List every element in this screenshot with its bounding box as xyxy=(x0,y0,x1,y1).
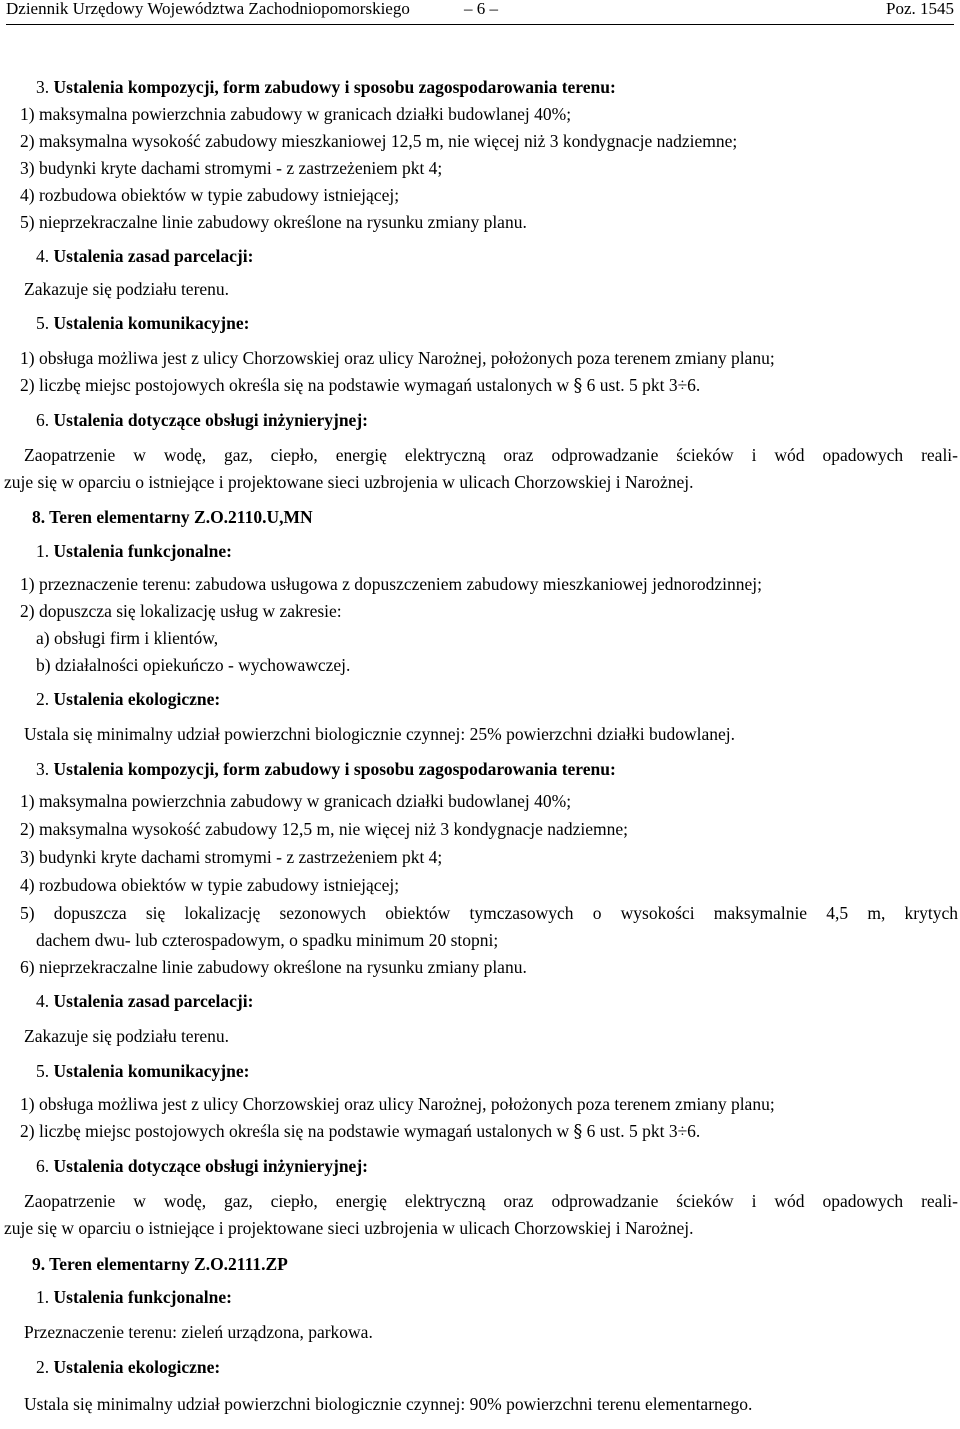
list-item: 1) obsługa możliwa jest z ulicy Chorzowskiej oraz ulicy Narożnej, położonych poza terenem zmiany planu; xyxy=(20,348,775,368)
section-heading: 1. Ustalenia funkcjonalne: xyxy=(36,541,232,561)
section-heading: 4. Ustalenia zasad parcelacji: xyxy=(36,246,254,266)
section-heading: 4. Ustalenia zasad parcelacji: xyxy=(36,991,254,1011)
page-number: – 6 – xyxy=(464,0,498,18)
list-item: 3) budynki kryte dachami stromymi - z zastrzeżeniem pkt 4; xyxy=(20,847,443,867)
position-number: Poz. 1545 xyxy=(886,0,954,18)
list-item: 1) maksymalna powierzchnia zabudowy w granicach działki budowlanej 40%; xyxy=(20,104,572,124)
section-sign: § xyxy=(573,376,583,396)
list-item: 1) maksymalna powierzchnia zabudowy w granicach działki budowlanej 40%; xyxy=(20,791,572,811)
section-heading: 2. Ustalenia ekologiczne: xyxy=(36,689,221,709)
list-subitem: b) działalności opiekuńczo - wychowawczej. xyxy=(36,655,351,675)
list-item: 5) nieprzekraczalne linie zabudowy określone na rysunku zmiany planu. xyxy=(20,212,527,232)
paragraph: Zaopatrzenie w wodę, gaz, ciepło, energię elektryczną oraz odprowadzanie ścieków i wód opadowych reali- xyxy=(24,445,958,465)
section-heading: 5. Ustalenia komunikacyjne: xyxy=(36,1061,250,1081)
list-item: 2) maksymalna wysokość zabudowy mieszkaniowej 12,5 m, nie więcej niż 3 kondygnacje nadziemne; xyxy=(20,131,738,151)
page-header xyxy=(6,0,954,25)
section-heading: 6. Ustalenia dotyczące obsługi inżynieryjnej: xyxy=(36,1156,368,1176)
journal-title: Dziennik Urzędowy Województwa Zachodniopomorskiego xyxy=(6,0,410,18)
list-item: 2) liczbę miejsc postojowych określa się na podstawie wymagań ustalonych w § 6 ust. 5 pkt 3÷6. xyxy=(20,1121,701,1142)
list-item: 2) liczbę miejsc postojowych określa się na podstawie wymagań ustalonych w § 6 ust. 5 pkt 3÷6. xyxy=(20,375,701,396)
section-heading: 1. Ustalenia funkcjonalne: xyxy=(36,1287,232,1307)
list-item-continuation: dachem dwu- lub czterospadowym, o spadku minimum 20 stopni; xyxy=(36,930,499,950)
area-heading: 9. Teren elementarny Z.O.2111.ZP xyxy=(32,1254,288,1274)
paragraph: zuje się w oparciu o istniejące i projektowane sieci uzbrojenia w ulicach Chorzowskiej i Narożnej. xyxy=(4,472,694,492)
list-item: 4) rozbudowa obiektów w typie zabudowy istniejącej; xyxy=(20,185,400,205)
list-item: 4) rozbudowa obiektów w typie zabudowy istniejącej; xyxy=(20,875,400,895)
list-item: 2) dopuszcza się lokalizację usług w zakresie: xyxy=(20,601,342,621)
paragraph: Ustala się minimalny udział powierzchni biologicznie czynnej: 25% powierzchni działki budowlanej. xyxy=(24,724,735,744)
paragraph: Zaopatrzenie w wodę, gaz, ciepło, energię elektryczną oraz odprowadzanie ścieków i wód opadowych reali- xyxy=(24,1191,958,1211)
paragraph: Zakazuje się podziału terenu. xyxy=(24,279,230,299)
section-sign: § xyxy=(573,1122,583,1142)
list-item: 5) dopuszcza się lokalizację sezonowych obiektów tymczasowych o wysokości maksymalnie 4,5 m, krytych xyxy=(20,903,958,923)
paragraph: zuje się w oparciu o istniejące i projektowane sieci uzbrojenia w ulicach Chorzowskiej i Narożnej. xyxy=(4,1218,694,1238)
section-heading: 2. Ustalenia ekologiczne: xyxy=(36,1357,221,1377)
list-item: 1) przeznaczenie terenu: zabudowa usługowa z dopuszczeniem zabudowy mieszkaniowej jednorodzinnej; xyxy=(20,574,762,594)
paragraph: Ustala się minimalny udział powierzchni biologicznie czynnej: 90% powierzchni terenu elementarnego. xyxy=(24,1394,753,1414)
list-subitem: a) obsługi firm i klientów, xyxy=(36,628,219,648)
area-heading: 8. Teren elementarny Z.O.2110.U,MN xyxy=(32,507,313,527)
list-item: 6) nieprzekraczalne linie zabudowy określone na rysunku zmiany planu. xyxy=(20,957,527,977)
paragraph: Przeznaczenie terenu: zieleń urządzona, parkowa. xyxy=(24,1322,373,1342)
list-item: 2) maksymalna wysokość zabudowy 12,5 m, nie więcej niż 3 kondygnacje nadziemne; xyxy=(20,819,628,839)
paragraph: Zakazuje się podziału terenu. xyxy=(24,1026,230,1046)
list-item: 3) budynki kryte dachami stromymi - z zastrzeżeniem pkt 4; xyxy=(20,158,443,178)
section-heading: 6. Ustalenia dotyczące obsługi inżynieryjnej: xyxy=(36,410,368,430)
section-heading: 3. Ustalenia kompozycji, form zabudowy i sposobu zagospodarowania terenu: xyxy=(36,77,616,97)
list-item: 1) obsługa możliwa jest z ulicy Chorzowskiej oraz ulicy Narożnej, położonych poza terenem zmiany planu; xyxy=(20,1094,775,1114)
section-heading: 3. Ustalenia kompozycji, form zabudowy i sposobu zagospodarowania terenu: xyxy=(36,759,616,779)
section-heading: 5. Ustalenia komunikacyjne: xyxy=(36,313,250,333)
